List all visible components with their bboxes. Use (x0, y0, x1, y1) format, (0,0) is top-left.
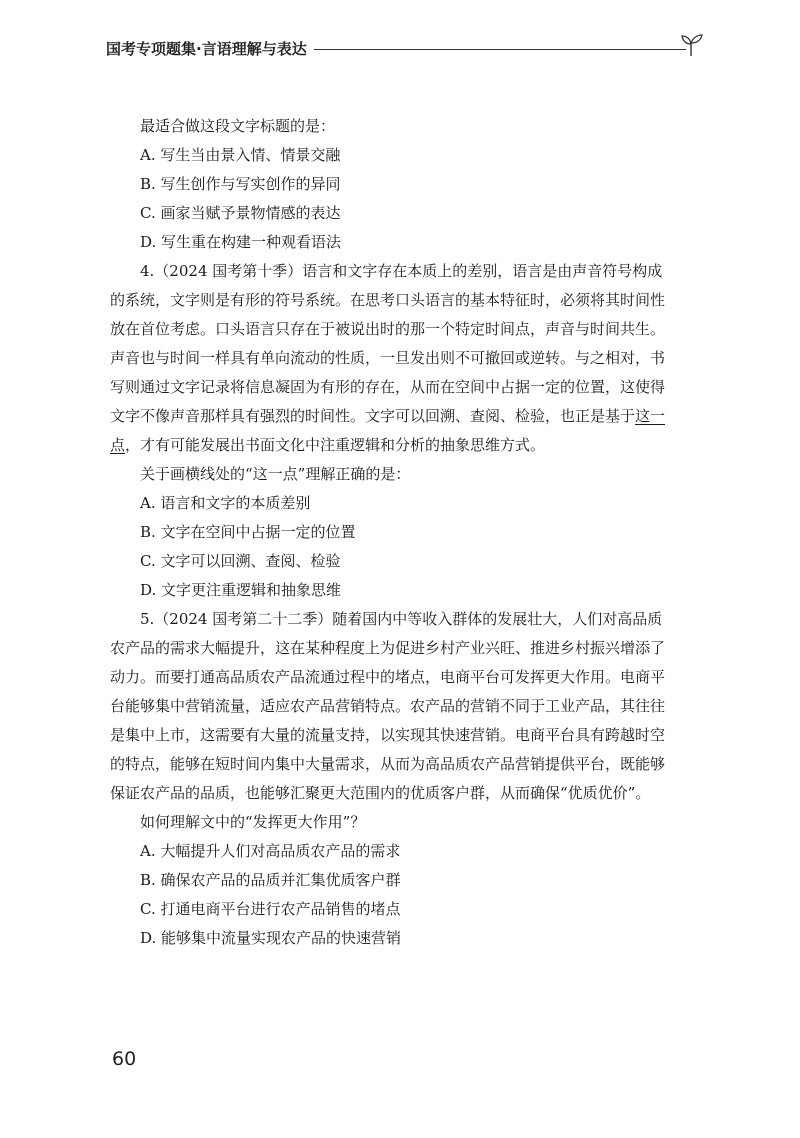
q4-option-c: C. 文字可以回溯、查阅、检验 (140, 552, 341, 570)
q5-passage-line: 是集中上市，这需要有大量的流量支持，以实现其快速营销。电商平台具有跨越时空 (110, 726, 666, 744)
q4-passage-line: 4.（2024 国考第十季）语言和文字存在本质上的差别，语言是由声音符号构成 (140, 262, 663, 280)
q4-prompt: 关于画横线处的“这一点”理解正确的是： (140, 465, 411, 483)
page-content (110, 112, 704, 953)
q5-passage-line: 5.（2024 国考第二十二季）随着国内中等收入群体的发展壮大，人们对高品质 (140, 610, 663, 628)
q3-option-a: A. 写生当由景入情、情景交融 (140, 146, 341, 164)
running-header (106, 32, 706, 72)
q4-passage-text: ，才有可能发展出书面文化中注重逻辑和分析的抽象思维方式。 (125, 436, 546, 454)
q5-passage-line: 农产品的需求大幅提升，这在某种程度上为促进乡村产业兴旺、推进乡村振兴增添了 (110, 639, 666, 657)
q4-passage-line: 声音也与时间一样具有单向流动的性质，一旦发出则不可撤回或逆转。与之相对，书 (110, 349, 666, 367)
q4-passage-line (110, 431, 704, 460)
q3-option-b: B. 写生创作与写实创作的异同 (140, 175, 341, 193)
q5-option-b: B. 确保农产品的品质并汇集优质客户群 (140, 871, 401, 889)
q5-passage-line: 保证农产品的品质，也能够汇聚更大范围内的优质客户群，从而确保“优质优价”。 (110, 784, 651, 802)
q3-option-c: C. 画家当赋予景物情感的表达 (140, 204, 341, 222)
q5-passage-line: 的特点，能够在短时间内集中大量需求，从而为高品质农产品营销提供平台，既能够 (110, 755, 666, 773)
q5-option-d: D. 能够集中流量实现农产品的快速营销 (140, 929, 402, 947)
header-title: 国考专项题集·言语理解与表达 (106, 40, 307, 58)
underlined-phrase: 点 (110, 436, 126, 454)
q4-passage-line: 写则通过文字记录将信息凝固为有形的存在，从而在空间中占据一定的位置，这使得 (110, 378, 666, 396)
sprout-icon (678, 32, 704, 58)
q4-passage-line-with-underline (110, 402, 704, 431)
page-number: 60 (112, 1048, 137, 1070)
q5-passage-line: 动力。而要打通高品质农产品流通过程中的堵点，电商平台可发挥更大作用。电商平 (110, 668, 666, 686)
q5-passage-line: 台能够集中营销流量，适应农产品营销特点。农产品的营销不同于工业产品，其往往 (110, 697, 666, 715)
q3-option-d: D. 写生重在构建一种观看语法 (140, 233, 342, 251)
q4-option-a: A. 语言和文字的本质差别 (140, 494, 311, 512)
q4-passage-line: 的系统，文字则是有形的符号系统。在思考口头语言的基本特征时，必须将其时间性 (110, 291, 666, 309)
q5-option-a: A. 大幅提升人们对高品质农产品的需求 (140, 842, 401, 860)
q4-passage-line: 放在首位考虑。口头语言只存在于被说出时的那一个特定时间点，声音与时间共生。 (110, 320, 666, 338)
q3-prompt: 最适合做这段文字标题的是： (140, 117, 336, 135)
q4-option-d: D. 文字更注重逻辑和抽象思维 (140, 581, 342, 599)
underlined-phrase: 这一 (635, 407, 666, 425)
q5-option-c: C. 打通电商平台进行农产品销售的堵点 (140, 900, 401, 918)
q5-prompt: 如何理解文中的“发挥更大作用”？ (140, 813, 366, 831)
q4-passage-text: 文字不像声音那样具有强烈的时间性。文字可以回溯、查阅、检验，也正是基于 (110, 407, 636, 425)
q4-option-b: B. 文字在空间中占据一定的位置 (140, 523, 356, 541)
header-rule (314, 49, 686, 50)
